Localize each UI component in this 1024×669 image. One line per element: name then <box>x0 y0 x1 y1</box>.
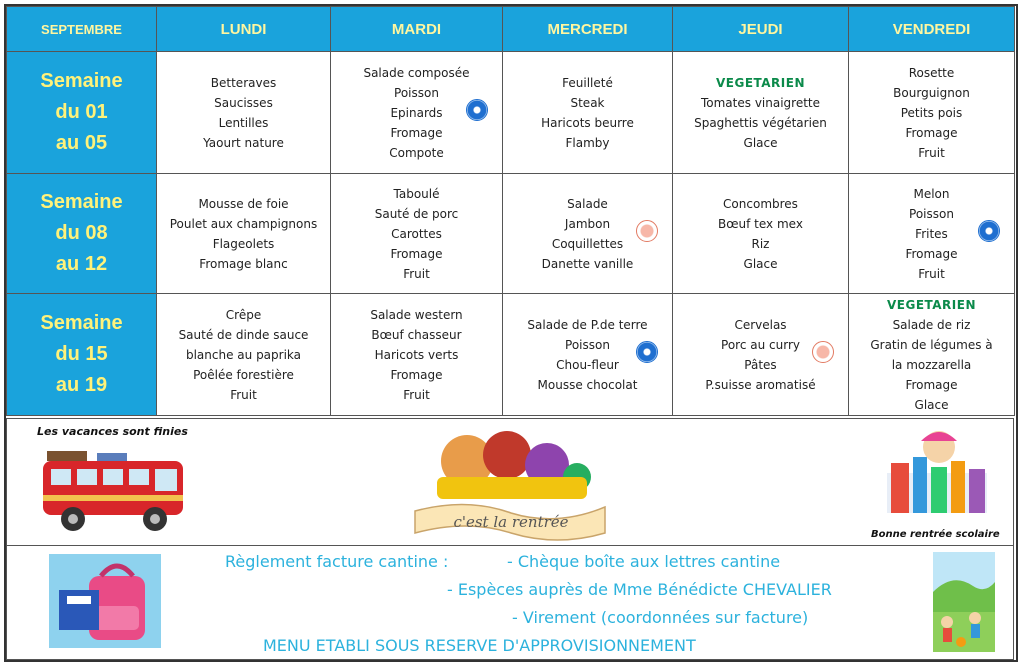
menu-cell-wednesday <box>503 52 673 174</box>
menu-item: Sauté de porc <box>374 206 459 221</box>
menu-item: Flamby <box>565 135 610 150</box>
menu-cell-wednesday <box>503 174 673 294</box>
week-label-line: au 19 <box>55 374 108 396</box>
menu-item: Spaghettis végétarien <box>694 115 827 130</box>
menu-item: Salade composée <box>363 65 470 80</box>
payment-option-check: - Chèque boîte aux lettres cantine <box>507 552 781 571</box>
menu-item: Fruit <box>918 145 945 160</box>
banner-text: c'est la rentrée <box>453 513 569 531</box>
menu-item: Fromage <box>905 246 958 261</box>
week-label <box>7 294 157 416</box>
menu-cell-tuesday <box>331 174 503 294</box>
menu-item: Lentilles <box>218 115 269 130</box>
illustration-band <box>6 418 1014 546</box>
menu-item: Frites <box>915 226 948 241</box>
week-row <box>7 174 1015 294</box>
school-supplies-illustration <box>867 423 1007 527</box>
fish-icon <box>466 99 488 121</box>
menu-item: Fruit <box>230 387 257 402</box>
footer <box>6 546 1014 660</box>
menu-cell-monday <box>157 52 331 174</box>
menu-item: Yaourt nature <box>203 135 284 150</box>
menu-item: Fruit <box>403 387 430 402</box>
week-label-line: du 15 <box>55 343 108 365</box>
vegetarian-tag: VEGETARIEN <box>886 297 977 312</box>
menu-item: Fromage <box>390 246 443 261</box>
menu-cell-thursday <box>673 52 849 174</box>
menu-item: Bœuf tex mex <box>718 216 803 231</box>
menu-item: Petits pois <box>900 105 963 120</box>
menu-item: Haricots verts <box>374 347 459 362</box>
menu-item: Fromage <box>905 377 958 392</box>
menu-item: Sauté de dinde sauce <box>178 327 309 342</box>
menu-item: Jambon <box>564 216 611 231</box>
menu-item: Fromage <box>905 125 958 140</box>
menu-item: Mousse chocolat <box>537 377 638 392</box>
menu-item: Carottes <box>391 226 442 241</box>
vegetarian-tag: VEGETARIEN <box>715 75 806 90</box>
week-label-line: au 12 <box>55 253 108 275</box>
menu-item: Mousse de foie <box>198 196 289 211</box>
week-label-line: Semaine <box>40 191 123 213</box>
menu-item: P.suisse aromatisé <box>705 377 816 392</box>
menu-item: Poisson <box>565 337 610 352</box>
menu-cell-thursday <box>673 174 849 294</box>
bus-caption: Les vacances sont finies <box>37 425 188 438</box>
back-to-school-banner-illustration <box>407 425 612 543</box>
menu-item: Cervelas <box>734 317 787 332</box>
menu-item: Crêpe <box>225 307 262 322</box>
day-header-thursday: JEUDI <box>673 7 849 52</box>
menu-item: Glace <box>743 256 778 271</box>
menu-item: Bœuf chasseur <box>371 327 462 342</box>
menu-item: Epinards <box>390 105 443 120</box>
week-label <box>7 52 157 174</box>
menu-item: Melon <box>913 186 950 201</box>
menu-item: Fromage blanc <box>199 256 288 271</box>
fish-icon <box>636 341 658 363</box>
menu-item: Rosette <box>908 65 955 80</box>
school-bus-illustration <box>37 441 197 541</box>
menu-item: Concombres <box>723 196 798 211</box>
menu-item: Coquillettes <box>551 236 624 251</box>
menu-item: Flageolets <box>212 236 275 251</box>
menu-item: Fruit <box>918 266 945 281</box>
menu-item: Poêlée forestière <box>193 367 294 382</box>
day-header-tuesday: MARDI <box>331 7 503 52</box>
menu-item: Fruit <box>403 266 430 281</box>
week-label-line: du 01 <box>55 101 108 123</box>
menu-item: Salade western <box>370 307 463 322</box>
week-label-line: Semaine <box>40 70 123 92</box>
menu-item: Tomates vinaigrette <box>700 95 821 110</box>
day-header-wednesday: MERCREDI <box>503 7 673 52</box>
menu-cell-tuesday <box>331 294 503 416</box>
day-header-friday: VENDREDI <box>849 7 1015 52</box>
menu-item: la mozzarella <box>891 357 972 372</box>
menu-item: Betteraves <box>210 75 277 90</box>
supply-disclaimer: MENU ETABLI SOUS RESERVE D'APPROVISIONNEMENT <box>263 636 696 655</box>
menu-cell-monday <box>157 294 331 416</box>
day-header-monday: LUNDI <box>157 7 331 52</box>
menu-item: Riz <box>751 236 770 251</box>
menu-item: Pâtes <box>744 357 777 372</box>
menu-item: Poisson <box>394 85 439 100</box>
menu-item: Compote <box>389 145 444 160</box>
menu-item: Poulet aux champignons <box>169 216 318 231</box>
menu-cell-friday <box>849 174 1015 294</box>
menu-cell-tuesday <box>331 52 503 174</box>
menu-item: Gratin de légumes à <box>870 337 993 352</box>
week-row <box>7 52 1015 174</box>
menu-item: Feuilleté <box>562 75 613 90</box>
pork-icon <box>812 341 834 363</box>
menu-item: Fromage <box>390 367 443 382</box>
menu-table <box>6 6 1015 416</box>
week-row <box>7 294 1015 416</box>
menu-item: Saucisses <box>214 95 273 110</box>
menu-cell-friday <box>849 52 1015 174</box>
menu-cell-wednesday <box>503 294 673 416</box>
children-playing-illustration <box>933 552 995 652</box>
menu-item: Haricots beurre <box>541 115 634 130</box>
menu-cell-thursday <box>673 294 849 416</box>
menu-item: Glace <box>743 135 778 150</box>
menu-item: Salade de P.de terre <box>527 317 648 332</box>
week-label-line: Semaine <box>40 312 123 334</box>
menu-cell-monday <box>157 174 331 294</box>
fish-icon <box>978 220 1000 242</box>
menu-item: Salade de riz <box>892 317 971 332</box>
menu-item: blanche au paprika <box>185 347 302 362</box>
menu-item: Chou-fleur <box>556 357 619 372</box>
payment-label: Règlement facture cantine : <box>225 552 449 571</box>
menu-item: Salade <box>567 196 608 211</box>
week-label <box>7 174 157 294</box>
payment-option-transfer: - Virement (coordonnées sur facture) <box>512 608 809 627</box>
pork-icon <box>636 220 658 242</box>
header-row <box>7 7 1015 52</box>
supplies-caption: Bonne rentrée scolaire <box>871 529 1000 540</box>
menu-item: Bourguignon <box>893 85 970 100</box>
menu-item: Taboulé <box>393 186 440 201</box>
month-header: SEPTEMBRE <box>7 7 157 52</box>
menu-item: Glace <box>914 397 949 412</box>
menu-item: Porc au curry <box>721 337 800 352</box>
week-label-line: au 05 <box>55 132 108 154</box>
schoolbag-illustration <box>49 554 161 648</box>
menu-item: Steak <box>570 95 605 110</box>
menu-cell-friday <box>849 294 1015 416</box>
menu-item: Danette vanille <box>541 256 634 271</box>
week-label-line: du 08 <box>55 222 108 244</box>
menu-item: Fromage <box>390 125 443 140</box>
payment-option-cash: - Espèces auprès de Mme Bénédicte CHEVALIER <box>447 580 832 599</box>
menu-item: Poisson <box>909 206 954 221</box>
